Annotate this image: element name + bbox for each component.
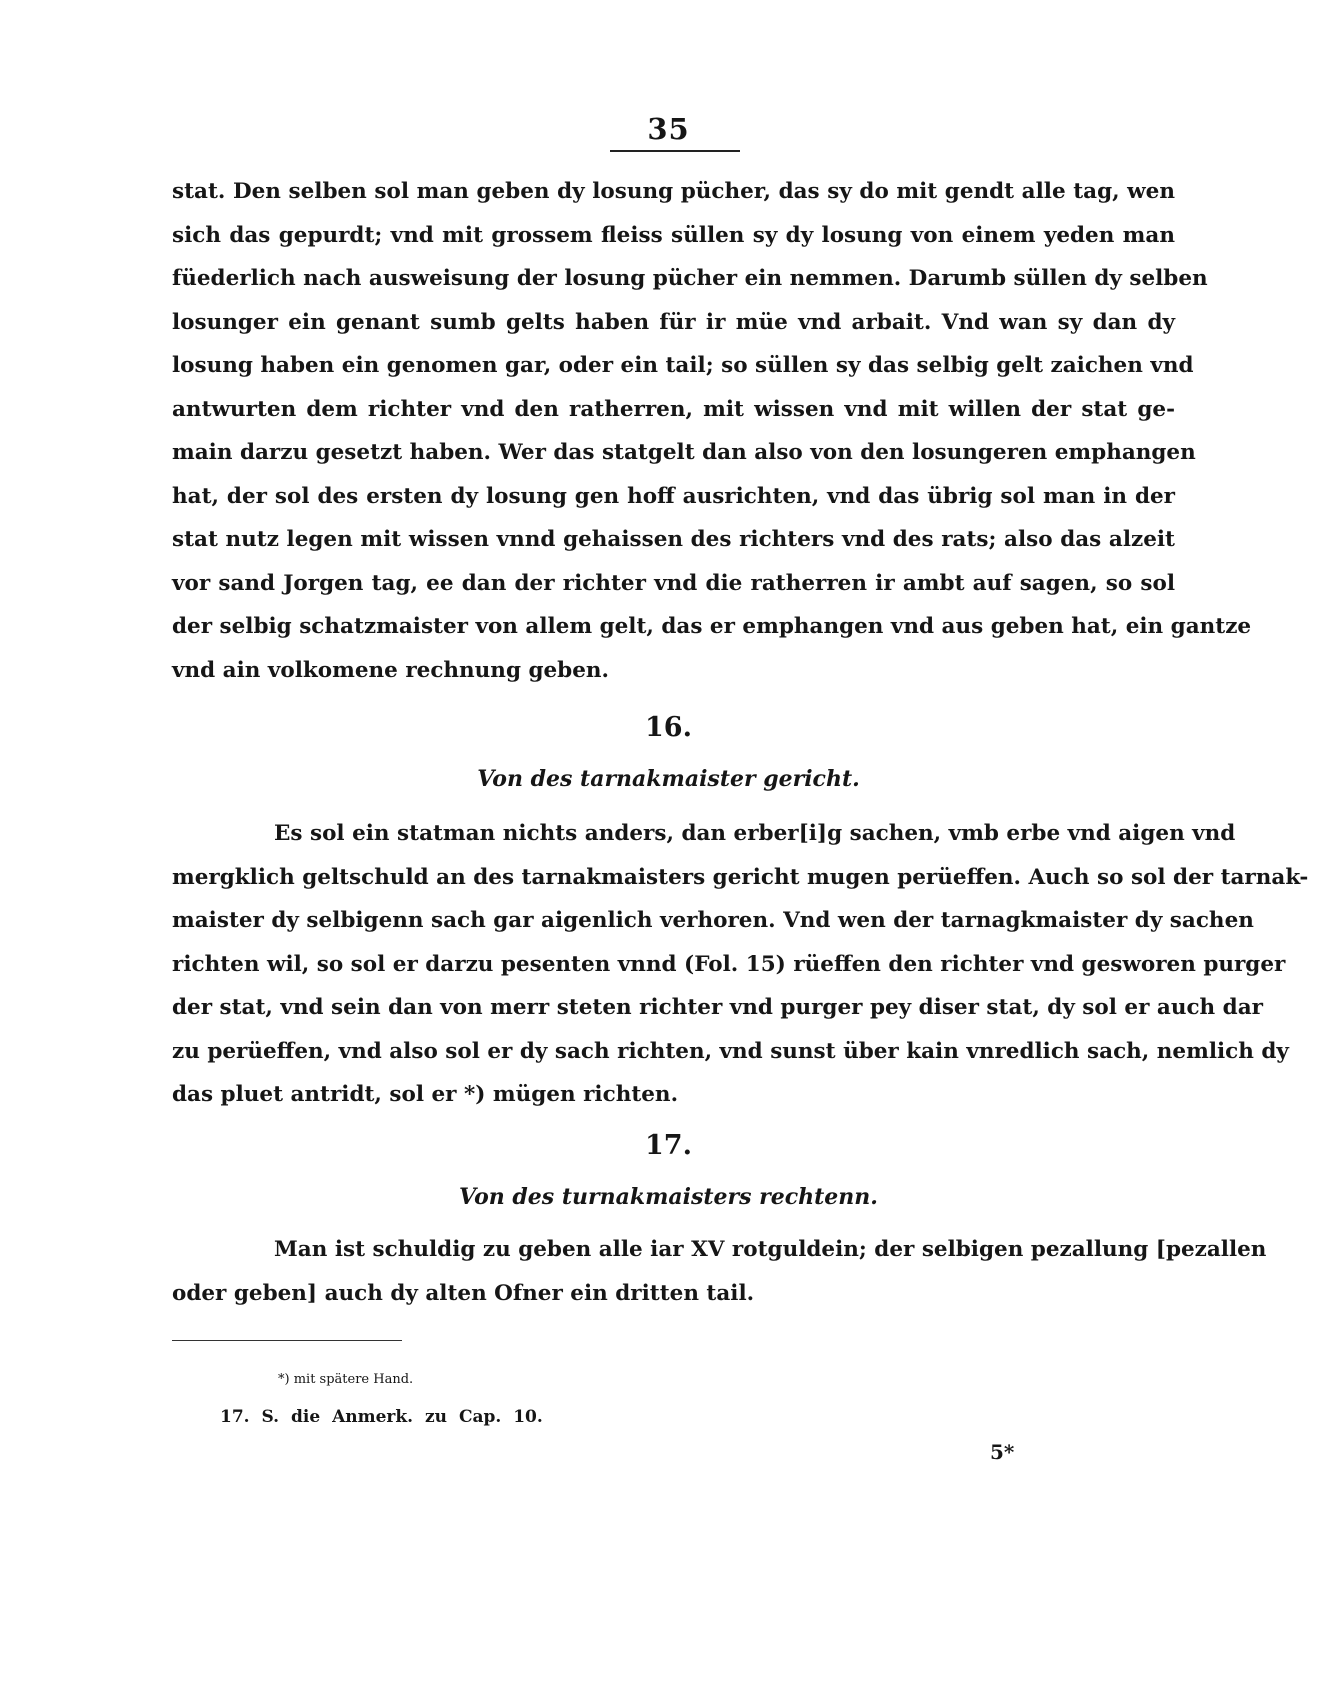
asterisk-footnote: *) mit spätere Hand. <box>278 1372 414 1387</box>
text-line: richten wil, so sol er darzu pesenten vnnd (Fol. 15) rüeffen den richter vnd gesworen purger <box>172 951 1286 977</box>
text-line: maister dy selbigenn sach gar aigenlich verhoren. Vnd wen der tarnagkmaister dy sachen <box>172 908 1254 933</box>
text-line: Man ist schuldig zu geben alle iar XV rotguldein; der selbigen pezallung [pezallen <box>274 1237 1267 1262</box>
text-line: zu perüeffen, vnd also sol er dy sach richten, vnd sunst über kain vnredlich sach, nemlich dy <box>172 1038 1289 1064</box>
chapter-16-title: Von des tarnakmaister gericht. <box>477 766 860 792</box>
text-line: der selbig schatzmaister von allem gelt, das er emphangen vnd aus geben hat, ein gantze <box>172 614 1252 639</box>
text-line: losunger ein genant sumb gelts haben für ir müe vnd arbait. Vnd wan sy dan dy <box>172 309 1175 335</box>
chapter-17-number: 17. <box>645 1130 692 1161</box>
text-line: stat. Den selben sol man geben dy losung pücher, das sy do mit gendt alle tag, wen <box>172 179 1175 204</box>
page-number: 35 <box>647 112 690 146</box>
text-line: antwurten dem richter vnd den ratherren, mit wissen vnd mit willen der stat ge- <box>172 396 1175 422</box>
intro-paragraph <box>172 170 1252 692</box>
text-line: stat nutz legen mit wissen vnnd gehaissen des richters vnd des rats; also das alzeit <box>172 527 1175 552</box>
text-line: hat, der sol des ersten dy losung gen hoff ausrichten, vnd das übrig sol man in der <box>172 483 1175 509</box>
chapter-17-paragraph <box>172 1228 1267 1315</box>
text-line: sich das gepurdt; vnd mit grossem fleiss süllen sy dy losung von einem yeden man <box>172 222 1175 248</box>
text-line: vnd ain volkomene rechnung geben. <box>172 657 610 683</box>
text-line: Es sol ein statman nichts anders, dan erber[i]g sachen, vmb erbe vnd aigen vnd <box>274 821 1236 846</box>
text-line: füederlich nach ausweisung der losung pücher ein nemmen. Darumb süllen dy selben <box>172 266 1208 291</box>
text-line: mergklich geltschuld an des tarnakmaisters gericht mugen perüeffen. Auch so sol der tarnak- <box>172 864 1309 890</box>
text-line: oder geben] auch dy alten Ofner ein dritten tail. <box>172 1280 755 1306</box>
chapter-16-number: 16. <box>645 712 692 743</box>
chapter-17-title: Von des turnakmaisters rechtenn. <box>459 1184 878 1210</box>
page-number-rule <box>610 150 740 152</box>
text-line: der stat, vnd sein dan von merr steten richter vnd purger pey diser stat, dy sol er auch dar <box>172 995 1263 1020</box>
signature-mark: 5* <box>990 1440 1015 1464</box>
text-line: losung haben ein genomen gar, oder ein tail; so süllen sy das selbig gelt zaichen vnd <box>172 353 1194 378</box>
text-line: das pluet antridt, sol er *) mügen richten. <box>172 1082 679 1107</box>
text-line: vor sand Jorgen tag, ee dan der richter vnd die ratherren ir ambt auf sagen, so sol <box>172 570 1175 596</box>
text-line: main darzu gesetzt haben. Wer das statgelt dan also von den losungeren emphangen <box>172 440 1196 465</box>
chapter-16-paragraph <box>172 812 1309 1117</box>
footnote-rule <box>172 1340 402 1341</box>
chapter-note: 17. S. die Anmerk. zu Cap. 10. <box>220 1407 543 1427</box>
